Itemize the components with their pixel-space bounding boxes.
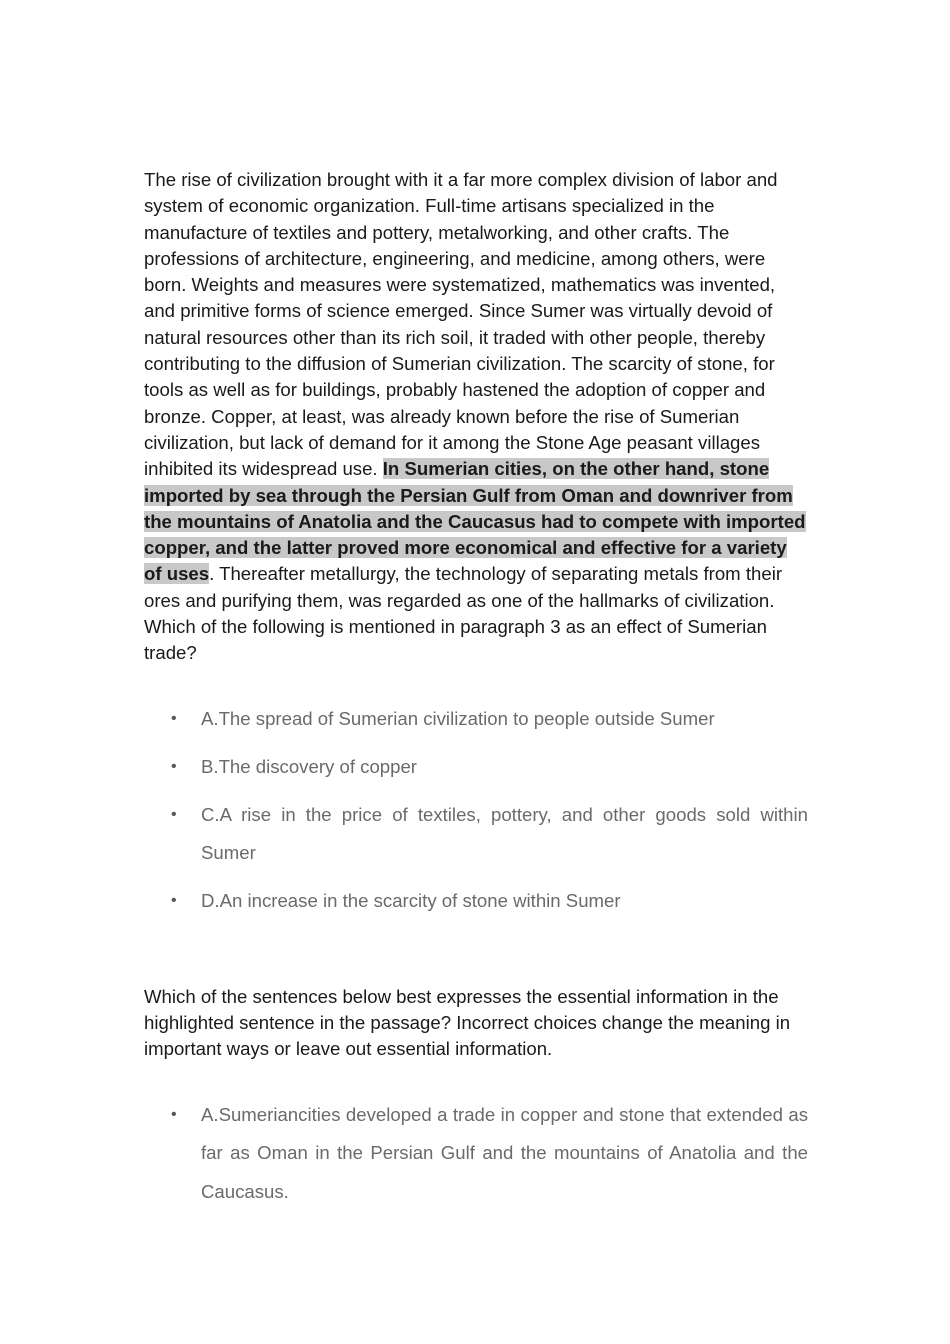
question-1-option-a[interactable]: [144, 700, 808, 739]
option-label: C.A rise in the price of textiles, pottery, and other goods sold within Sumer: [201, 803, 808, 864]
question-2-text: Which of the sentences below best expresses the essential information in the highlighted sentence in the passage? Incorrect choices change the meaning in important ways or leave out essential information.: [144, 985, 791, 1060]
bullet-icon: •: [171, 757, 177, 775]
option-label: B.The discovery of copper: [201, 755, 417, 777]
bullet-icon: •: [171, 709, 177, 727]
bullet-icon: •: [171, 1105, 177, 1123]
question-2-options: [144, 1096, 808, 1212]
bullet-icon: •: [171, 805, 177, 823]
question-1-text: Which of the following is mentioned in paragraph 3 as an effect of Sumerian trade?: [144, 616, 767, 664]
highlighted-sentence: In Sumerian cities, on the other hand, stone imported by sea through the Persian Gulf from Oman and downriver from the mountains of Anatolia and the Caucasus had to compete with imported copper, and the latter proved more economical and effective for a variety of uses: [144, 458, 806, 585]
question-1-options: [144, 700, 808, 921]
option-label: D.An increase in the scarcity of stone within Sumer: [201, 890, 621, 912]
document-page: [144, 167, 808, 1221]
option-label: A.Sumeriancities developed a trade in copper and stone that extended as far as Oman in the Persian Gulf and the mountains of Anatolia and the Caucasus.: [201, 1103, 808, 1202]
question-1-option-b[interactable]: [144, 748, 808, 787]
option-label: A.The spread of Sumerian civilization to people outside Sumer: [201, 707, 715, 729]
passage-paragraph: [144, 167, 808, 614]
bullet-icon: •: [171, 892, 177, 910]
question-2-option-a[interactable]: [144, 1096, 808, 1212]
question-1-option-c[interactable]: [144, 796, 808, 873]
question-1-option-d[interactable]: [144, 882, 808, 921]
passage-text-end: . Thereafter metallurgy, the technology of separating metals from their ores and purifying them, was regarded as one of the hallmarks of civilization.: [144, 563, 783, 611]
passage-text: The rise of civilization brought with it a far more complex division of labor and system of economic organization. Full-time artisans specialized in the manufacture of textiles and pottery, metalworking, and other crafts. The professions of architecture, engineering, and medicine, among others, were born. Weights and measures were systematized, mathematics was invented, and primitive forms of science emerged. Since Sumer was virtually devoid of natural resources other than its rich soil, it traded with other people, thereby contributing to the diffusion of Sumerian civilization. The scarcity of stone, for tools as well as for buildings, probably hastened the adoption of copper and bronze. Copper, at least, was already known before the rise of Sumerian civilization, but lack of demand for it among the Stone Age peasant villages inhibited its widespread use.: [144, 169, 778, 480]
